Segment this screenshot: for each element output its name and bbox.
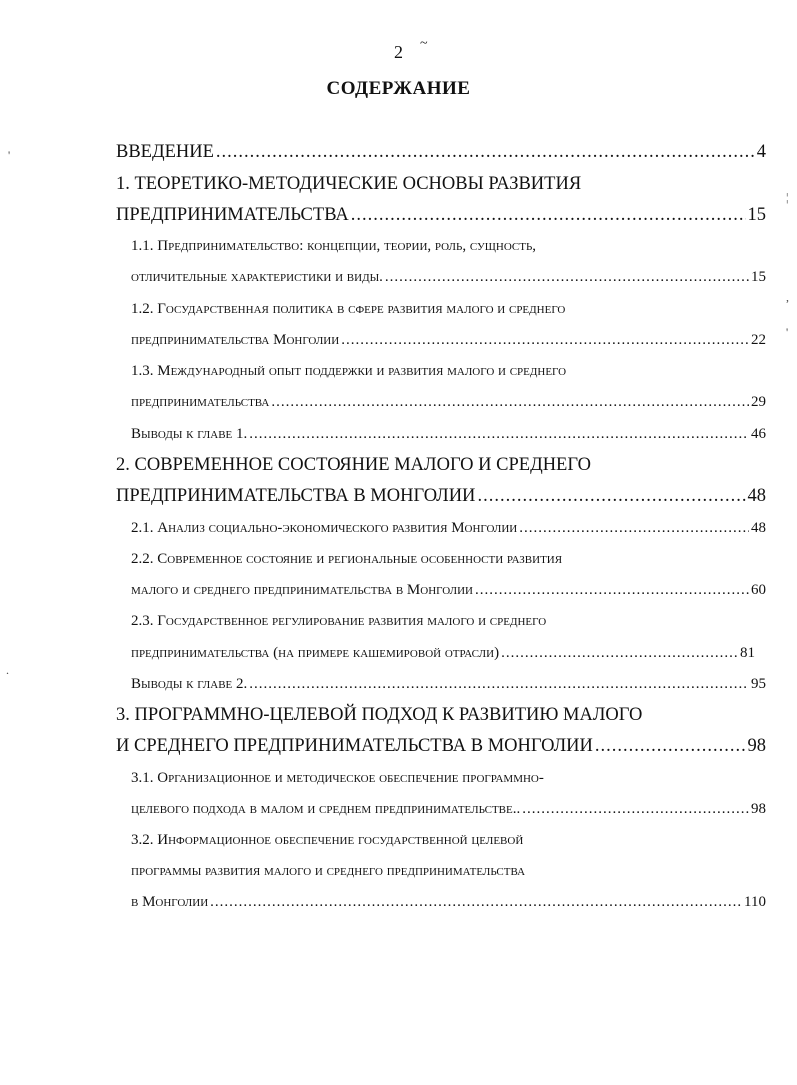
dot-leader (385, 265, 749, 289)
toc-section-1-3: предпринимательства ..... 29 (131, 390, 766, 414)
toc-section-1-3-title: 1.3. Международный опыт поддержки и развития малого и среднего (131, 363, 567, 379)
toc-chapter-2: ПРЕДПРИНИМАТЕЛЬСТВА В МОНГОЛИИ ..... 48 (116, 484, 766, 508)
toc-chapter-3-title: 3. ПРОГРАММНО-ЦЕЛЕВОЙ ПОДХОД К РАЗВИТИЮ МАЛОГО (116, 705, 643, 725)
page-number: ~ 2 (394, 36, 428, 62)
toc-section-2-2-title: 2.2. Современное состояние и региональные особенности развития (131, 551, 563, 567)
toc-entry-intro: ВВЕДЕНИЕ ..... 4 (116, 140, 766, 164)
toc-section-2-3: предпринимательства (на примере кашемировой отрасли) ..... 81 (131, 641, 755, 665)
toc-section-2-3-title: 2.3. Государственное регулирование развития малого и среднего (131, 613, 547, 629)
dot-leader (501, 641, 738, 665)
toc-section-1-2-title: 1.2. Государственная политика в сфере развития малого и среднего (131, 301, 566, 317)
page-title: СОДЕРЖАНИЕ (326, 78, 471, 99)
toc-chapter-3: И СРЕДНЕГО ПРЕДПРИНИМАТЕЛЬСТВА В МОНГОЛИИ ..... 98 (116, 734, 766, 758)
toc-section-1-1-title: 1.1. Предпринимательство: концепции, теории, роль, сущность, (131, 238, 537, 254)
scan-mark: . (6, 663, 9, 677)
dot-leader (216, 140, 755, 164)
toc-chapter-1-title: 1. ТЕОРЕТИКО-МЕТОДИЧЕСКИЕ ОСНОВЫ РАЗВИТИЯ (116, 174, 582, 194)
dot-leader (271, 390, 749, 414)
dot-leader (210, 890, 742, 914)
dot-leader (477, 484, 745, 508)
scan-mark: , (786, 290, 789, 304)
scan-mark: ' (8, 148, 11, 162)
toc-section-1-1: отличительные характеристики и виды. ..... 15 (131, 265, 766, 289)
toc-chapter-1: ПРЕДПРИНИМАТЕЛЬСТВА ..... 15 (116, 203, 766, 227)
scan-mark: ' (786, 325, 789, 339)
scan-mark: ¦ (786, 190, 789, 204)
toc-section-3-1: целевого подхода в малом и среднем предпринимательстве.. ..... 98 (131, 797, 766, 821)
dot-leader (595, 734, 746, 758)
toc-conclusions-1: Выводы к главе 1. ..... 46 (131, 422, 766, 446)
toc-section-3-2-subtitle: программы развития малого и среднего предпринимательства (131, 863, 526, 879)
dot-leader (519, 516, 749, 540)
toc-section-3-1-title: 3.1. Организационное и методическое обеспечение программно- (131, 770, 544, 786)
dot-leader (249, 422, 749, 446)
dot-leader (475, 578, 749, 602)
toc-section-2-2: малого и среднего предпринимательства в Монголии ..... 60 (131, 578, 766, 602)
dot-leader (522, 797, 749, 821)
dot-leader (249, 672, 749, 696)
toc-conclusions-2: Выводы к главе 2. ..... 95 (131, 672, 766, 696)
toc-chapter-2-title: 2. СОВРЕМЕННОЕ СОСТОЯНИЕ МАЛОГО И СРЕДНЕГО (116, 455, 591, 475)
toc-section-2-1: 2.1. Анализ социально-экономического развития Монголии ..... 48 (131, 516, 766, 540)
toc-section-3-2-title: 3.2. Информационное обеспечение государственной целевой (131, 832, 524, 848)
toc-section-1-2: предпринимательства Монголии ..... 22 (131, 328, 766, 352)
dot-leader (351, 203, 746, 227)
scan-mark: ~ (420, 36, 428, 51)
dot-leader (341, 328, 749, 352)
toc-section-3-2: в Монголии ..... 110 (131, 890, 766, 914)
